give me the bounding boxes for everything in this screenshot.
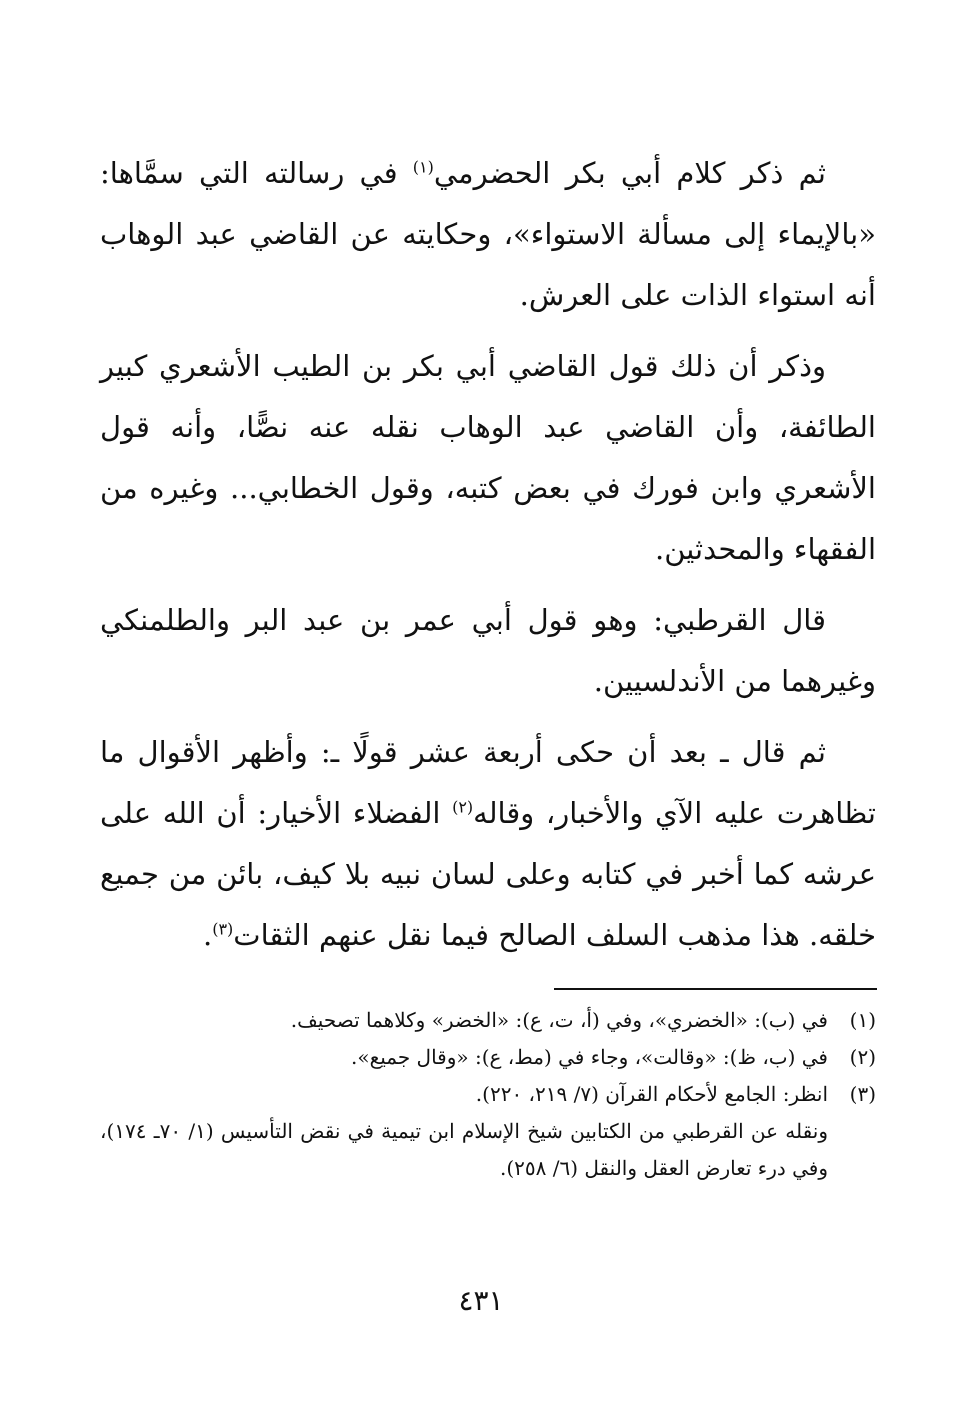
main-text — [100, 143, 876, 966]
paragraph-4-part-a: ثم قال ـ بعد أن حكى أربعة عشر قولًا ـ: وأظهر الأقوال ما تظاهرت عليه الآي والأخبار، وقاله — [100, 735, 876, 830]
paragraph-3: قال القرطبي: وهو قول أبي عمر بن عبد البر والطلمنكي وغيرهما من الأندلسيين. — [100, 603, 876, 698]
footnote-ref-1[interactable]: (١) — [412, 157, 434, 177]
footnote-2 — [100, 1039, 876, 1076]
paragraph-4 — [100, 722, 876, 966]
footnote-separator — [554, 988, 877, 990]
paragraph-1 — [100, 143, 876, 326]
paragraph-1-rest: في رسالته التي سمَّاها: «بالإيماء إلى مسألة الاستواء»، وحكايته عن القاضي عبد الوهاب أنه استواء الذات على العرش. — [100, 156, 876, 312]
footnote-number-1: (١) — [849, 1008, 876, 1032]
paragraph-4-end: . — [202, 918, 213, 952]
footnote-number-3: (٣) — [849, 1082, 876, 1106]
footnote-number-2: (٢) — [849, 1045, 876, 1069]
footnote-text-3: انظر: الجامع لأحكام القرآن (٧/ ٢١٩، ٢٢٠). — [475, 1082, 828, 1106]
footnote-3-continuation: ونقله عن القرطبي من الكتابين شيخ الإسلام ابن تيمية في نقض التأسيس (١/ ٧٠ـ ١٧٤)، وفي درء تعارض العقل والنقل (٦/ ٢٥٨). — [100, 1119, 828, 1180]
footnote-ref-2[interactable]: (٢) — [452, 797, 474, 817]
footnote-ref-3[interactable]: (٣) — [212, 919, 234, 939]
footnote-text-2: في (ب، ظ): «وقالت»، وجاء في (مط، ع): «وقال جميع». — [350, 1045, 828, 1069]
page-number: ٤٣١ — [458, 1284, 504, 1317]
paragraph-2: وذكر أن ذلك قول القاضي أبي بكر بن الطيب الأشعري كبير الطائفة، وأن القاضي عبد الوهاب نقله عنه نصًّا، وأنه قول الأشعري وابن فورك في بعض كتبه، وقول الخطابي... وغيره من الفقهاء والمحدثين. — [100, 349, 876, 566]
footnote-1 — [100, 1002, 876, 1039]
footnote-text-1: في (ب): «الخضري»، وفي (أ، ت، ع): «الخضر» وكلاهما تصحيف. — [290, 1008, 828, 1032]
footnotes — [100, 1002, 876, 1187]
paragraph-1-start: ثم ذكر كلام أبي بكر الحضرمي — [433, 156, 826, 190]
paragraph-4-part-b: الفضلاء الأخيار: أن الله على عرشه كما أخبر في كتابه وعلى لسان نبيه بلا كيف، بائن من جميع خلقه. هذا مذهب السلف الصالح فيما نقل عنهم الثقات — [100, 796, 876, 952]
footnote-3 — [100, 1076, 876, 1113]
